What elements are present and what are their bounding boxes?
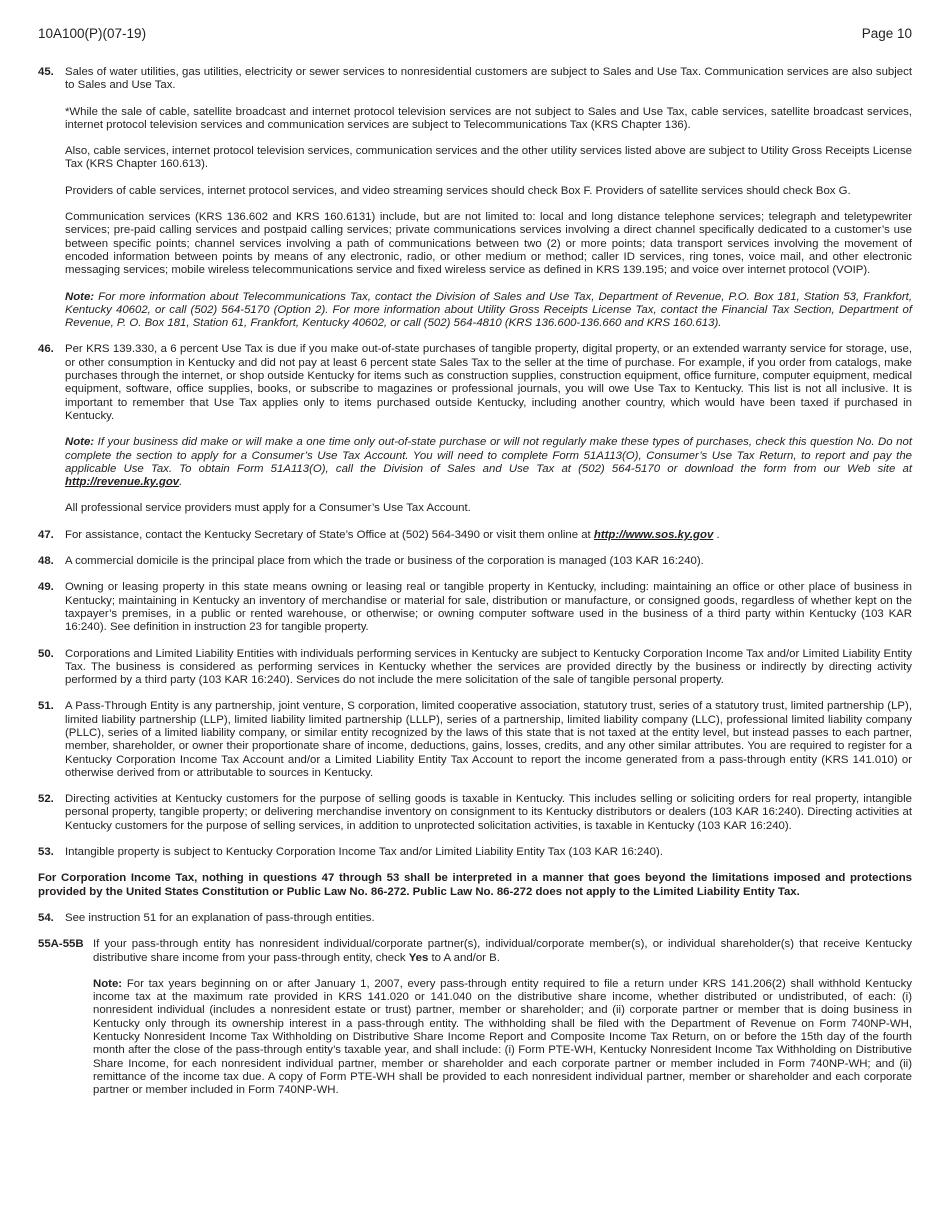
item-number: 51. bbox=[38, 700, 54, 713]
paragraph: Providers of cable services, internet protocol services, and video streaming services should check Box F. Providers of satellite services should check Box G. bbox=[65, 184, 851, 197]
item-number: 50. bbox=[38, 647, 54, 660]
paragraph bbox=[93, 938, 912, 965]
instruction-45 bbox=[38, 66, 912, 330]
instruction-53 bbox=[38, 846, 912, 859]
note bbox=[65, 291, 912, 331]
paragraph-text: For assistance, contact the Kentucky Secretary of State’s Office at (502) 564-3490 or visit them online at bbox=[65, 528, 594, 541]
paragraph bbox=[65, 529, 912, 542]
note-label: Note: bbox=[93, 977, 123, 990]
page-number: Page 10 bbox=[861, 26, 912, 41]
paragraph: All professional service providers must apply for a Consumer’s Use Tax Account. bbox=[65, 502, 471, 515]
paragraph: A Pass-Through Entity is any partnership, joint venture, S corporation, limited cooperative association, statutory trust, series of a statutory trust, limited partnership (LP), limited liability partnership (LLP), limited liability limited partnership (LLLP), series of a partnership, limited liability company (LLC), professional limited liability company (PLLC), series of a limited liability company, or similar entity recognized by the laws of this state that is not taxed at the entity level, but instead passes to each partner, member, shareholder, or owner their proportionate share of income, deductions, gains, losses, credits, and any other similar attributes. You are required to register for a Kentucky Corporation Income Tax Account and/or a Limited Liability Entity Tax Account to report the income generated from a pass-through entity (KRS 141.010) or otherwise derived from or attributable to sources in Kentucky. bbox=[65, 700, 912, 779]
instruction-49 bbox=[38, 581, 912, 634]
item-number: 47. bbox=[38, 528, 54, 541]
paragraph: Communication services (KRS 136.602 and KRS 160.6131) include, but are not limited to: local and long distance telephone services; telegraph and teletypewriter services; pre-paid calling services and postpaid calling services; private communications services involving a direct channel specifically dedicated to a customer’s use between specific points; channel services involving a path of communications between two (2) or more points; data transport services involving the movement of encoded information between points by means of any electronic, radio, or other medium or method; caller ID services, ring tones, voice mail, and other electronic messaging services; mobile wireless telecommunications service and fixed wireless service as defined in KRS 139.195; and voice over internet protocol (VOIP). bbox=[65, 211, 912, 277]
paragraph: Per KRS 139.330, a 6 percent Use Tax is due if you make out-of-state purchases of tangible property, digital property, or an extended warranty service for storage, use, or other consumption in Kentucky and did not pay at least 6 percent state Sales Tax to the seller at the time of purchase. For example, if you order from catalogs, make purchases through the internet, or shop outside Kentucky for items such as construction supplies, construction equipment, office furniture, computer equipment, medical equipment, software, office supplies, books, or subscribe to magazines or professional journals, you will owe Use Tax to Kentucky. This list is not all inclusive. It is important to remember that Use Tax applies only to items purchased outside Kentucky, including another country, which would have been taxed if purchased in Kentucky. bbox=[65, 343, 912, 422]
item-number: 53. bbox=[38, 846, 54, 859]
revenue-website-link[interactable]: http://revenue.ky.gov bbox=[65, 476, 180, 489]
instruction-50 bbox=[38, 648, 912, 688]
instructions-body bbox=[38, 66, 912, 1111]
paragraph: Directing activities at Kentucky customers for the purpose of selling goods is taxable in Kentucky. This includes selling or soliciting orders for real property, intangible personal property, tangible property; or delivering merchandise inventory on consignment to its Kentucky distributors or dealers (103 KAR 16:240). Directing activities at Kentucky customers for the purpose of selling services, in addition to unprotected solicitation activities, is taxable in Kentucky (103 KAR 16:240). bbox=[65, 793, 912, 832]
paragraph-end: to A and/or B. bbox=[428, 951, 500, 964]
form-id: 10A100(P)(07-19) bbox=[38, 26, 147, 41]
instruction-54 bbox=[38, 912, 912, 925]
sos-website-link[interactable]: http://www.sos.ky.gov bbox=[593, 528, 714, 541]
note-text: For tax years beginning on or after January 1, 2007, every pass-through entity required to file a return under KRS 141.206(2) shall withhold Kentucky income tax at the maximum rate provided in KRS 141.020 or 141.040 on the distributive share income, whether distributed or undistributed, of each: (i) nonresident individual (includes a nonresident estate or trust) partner, member or shareholder; and (ii) corporate partner or member that is doing business in Kentucky only through its ownership interest in a pass-through entity. The withholding shall be filed with the Department of Revenue on Form 740NP-WH, Kentucky Nonresident Income Tax Withholding on Distributive Share Income Report and Composite Income Tax Return, on or before the 15th day of the fourth month after the close of the pass-through entity’s taxable year, and shall include: (i) Form PTE-WH, Kentucky Nonresident Income Tax Withholding on Distributive Share Income, for each nonresident individual partner, member or shareholder and each corporate partner or member included in Form 740NP-WH; and (ii) remittance of the income tax due. A copy of Form PTE-WH shall be provided to each nonresident individual partner, member or shareholder and each corporate partner or member included in Form 740NP-WH. bbox=[93, 977, 912, 1097]
paragraph: Owning or leasing property in this state means owning or leasing real or tangible property in Kentucky, including: maintaining an office or other place of business in Kentucky; maintaining in Kentucky an inventory of merchandise or material for sale, distribution or manufacture, or consigned goods, regardless of whether kept on the taxpayer’s premises, in a public or rented warehouse, or otherwise; or owning computer software used in the business of a third party within Kentucky (103 KAR 16:240). See definition in instruction 23 for tangible property. bbox=[65, 581, 912, 634]
paragraph: Intangible property is subject to Kentucky Corporation Income Tax and/or Limited Liability Entity Tax (103 KAR 16:240). bbox=[65, 846, 663, 859]
item-number: 54. bbox=[38, 911, 54, 924]
paragraph: *While the sale of cable, satellite broadcast and internet protocol television services are not subject to Sales and Use Tax, cable services, satellite broadcast services, internet protocol television services and communication services are subject to Telecommunications Tax (KRS Chapter 136). bbox=[65, 105, 912, 131]
note-text: For more information about Telecommunications Tax, contact the Division of Sales and Use Tax, Department of Revenue, P.O. Box 181, Station 53, Frankfort, Kentucky 40602, or call (502) 564-5170 (Option 2). For more information about Utility Gross Receipts License Tax, contact the Financial Tax Section, Department of Revenue, P. O. Box 181, Station 61, Frankfort, Kentucky 40602, or call (502) 564-4810 (KRS 136.600-136.660 and KRS 160.613). bbox=[65, 290, 912, 330]
note-label: Note: bbox=[65, 436, 95, 449]
item-number: 48. bbox=[38, 555, 54, 568]
item-number: 49. bbox=[38, 581, 54, 594]
instruction-51 bbox=[38, 700, 912, 780]
instruction-48 bbox=[38, 555, 912, 568]
note bbox=[93, 978, 912, 1098]
instruction-52 bbox=[38, 793, 912, 833]
paragraph-end: . bbox=[713, 528, 720, 541]
yes-keyword: Yes bbox=[408, 951, 429, 964]
note bbox=[65, 436, 912, 489]
paragraph: Sales of water utilities, gas utilities, electricity or sewer services to nonresidential customers are subject to Sales and Use Tax. Communication services are also subject to Sales and Use Tax. bbox=[65, 66, 912, 92]
item-number: 52. bbox=[38, 793, 54, 806]
item-number: 46. bbox=[38, 343, 54, 356]
note-label: Note: bbox=[65, 290, 95, 303]
paragraph: Corporations and Limited Liability Entities with individuals performing services in Kentucky are subject to Kentucky Corporation Income Tax and/or Limited Liability Entity Tax. The business is considered as performing services in Kentucky whether the services are provided directly by the business or indirectly by directing activity performed by a third party (103 KAR 16:240). Services do not include the mere solicitation of the sale of tangible personal property. bbox=[65, 647, 912, 687]
paragraph: See instruction 51 for an explanation of pass-through entities. bbox=[65, 911, 375, 924]
note-text: If your business did make or will make a one time only out-of-state purchase or will not regularly make these types of purchases, check this question No. Do not complete the section to apply for a Consumer’s Use Tax Account. You will need to complete Form 51A113(O), Consumer’s Use Tax Return, to report and pay the applicable Use Tax. To obtain Form 51A113(O), call the Division of Sales and Use Tax at (502) 564-5170 or download the form from our Web site at bbox=[65, 436, 912, 475]
paragraph: Also, cable services, internet protocol television services, communication services and the other utility services listed above are subject to Utility Gross Receipts License Tax (KRS Chapter 160.613). bbox=[65, 145, 912, 171]
note-end: . bbox=[179, 476, 183, 489]
instruction-46 bbox=[38, 343, 912, 515]
page-header bbox=[38, 26, 912, 44]
instruction-55a-55b bbox=[38, 938, 912, 1097]
paragraph-text: If your pass-through entity has nonresident individual/corporate partner(s), individual/corporate member(s), or individual shareholder(s) that receive Kentucky distributive share income from your pass-through entity, check bbox=[93, 938, 912, 964]
instruction-47 bbox=[38, 529, 912, 542]
item-number: 45. bbox=[38, 66, 54, 78]
item-number: 55A-55B bbox=[38, 938, 84, 951]
corporation-tax-statement: For Corporation Income Tax, nothing in questions 47 through 53 shall be interpreted in a manner that goes beyond the limitations imposed and protections provided by the United States Constitution or Public Law No. 86-272. Public Law No. 86-272 does not apply to the Limited Liability Entity Tax. bbox=[38, 872, 912, 898]
paragraph: A commercial domicile is the principal place from which the trade or business of the corporation is managed (103 KAR 16:240). bbox=[65, 555, 704, 568]
